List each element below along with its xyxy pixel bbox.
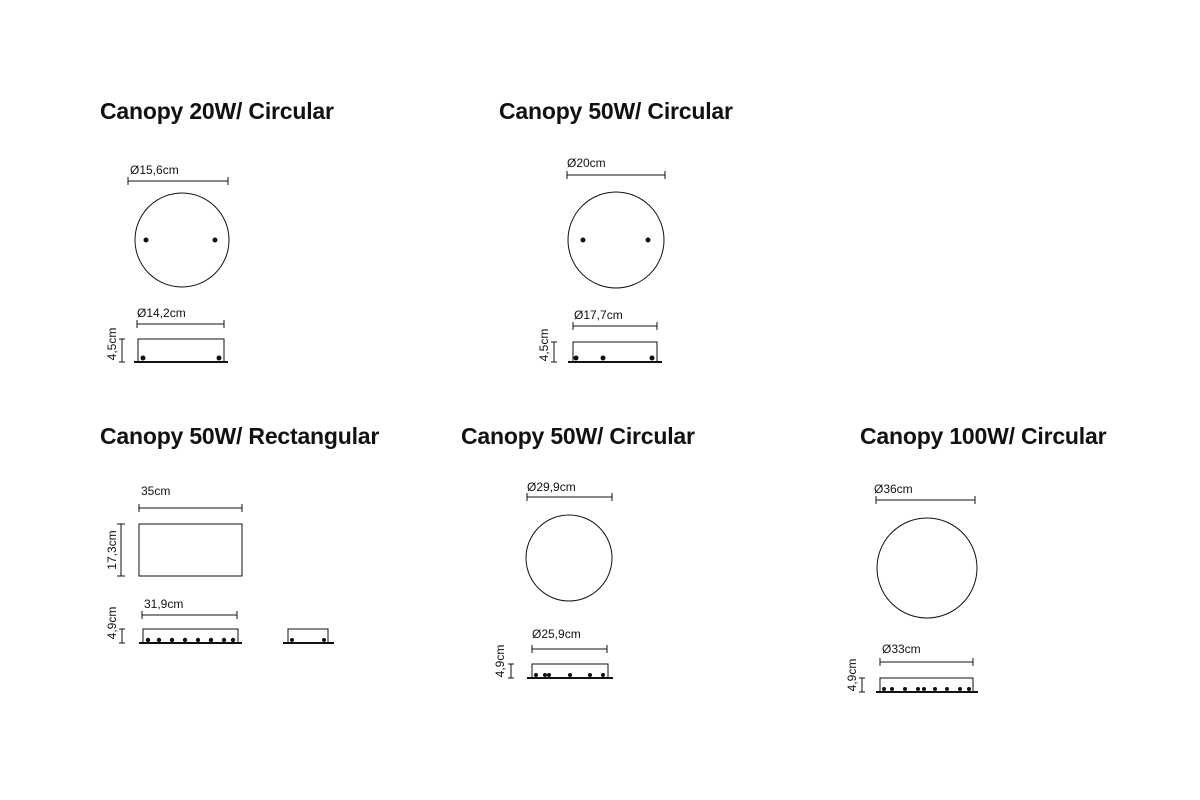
diagram-50w-circular-small: [551, 171, 665, 362]
dim-side-width-rectangular: 31,9cm: [144, 597, 184, 611]
title-canopy-20w-circular: Canopy 20W/ Circular: [100, 98, 334, 124]
diagram-50w-circular-large: [508, 493, 613, 678]
dim-top-diameter-100w: Ø36cm: [874, 482, 913, 496]
side-view-rectangular-end: [288, 629, 328, 643]
dim-top-diameter-20w: Ø15,6cm: [130, 163, 179, 177]
mount-hole: [646, 238, 651, 243]
diagram-50w-rectangular: [117, 504, 334, 643]
top-view-circle-50w-large: [526, 515, 612, 601]
dim-height-100w: 4,9cm: [845, 658, 859, 692]
title-canopy-50w-circular-large: Canopy 50W/ Circular: [461, 423, 695, 449]
dim-height-20w: 4,5cm: [105, 327, 119, 361]
dim-top-diameter-50w-small: Ø20cm: [567, 156, 606, 170]
title-canopy-50w-rectangular: Canopy 50W/ Rectangular: [100, 423, 380, 449]
title-canopy-100w-circular: Canopy 100W/ Circular: [860, 423, 1107, 449]
dim-top-depth-rectangular: 17,3cm: [105, 530, 119, 570]
dim-height-50w-small: 4,5cm: [537, 328, 551, 362]
dim-side-width-20w: Ø14,2cm: [137, 306, 186, 320]
dim-top-diameter-50w-large: Ø29,9cm: [527, 480, 576, 494]
dim-side-width-50w-large: Ø25,9cm: [532, 627, 581, 641]
top-view-rectangle: [139, 524, 242, 576]
mount-hole: [144, 238, 149, 243]
mount-hole: [581, 238, 586, 243]
side-view-50w-small: [573, 342, 657, 362]
diagram-20w-circular: [119, 177, 229, 362]
dim-height-50w-large: 4,9cm: [493, 644, 507, 678]
dim-side-width-100w: Ø33cm: [882, 642, 921, 656]
top-view-circle-100w: [877, 518, 977, 618]
dim-height-rectangular: 4,9cm: [105, 606, 119, 640]
mount-hole: [213, 238, 218, 243]
dim-side-width-50w-small: Ø17,7cm: [574, 308, 623, 322]
diagram-100w-circular: [859, 496, 978, 692]
title-canopy-50w-circular-small: Canopy 50W/ Circular: [499, 98, 733, 124]
side-view-20w: [138, 339, 224, 362]
dim-top-width-rectangular: 35cm: [141, 484, 171, 498]
